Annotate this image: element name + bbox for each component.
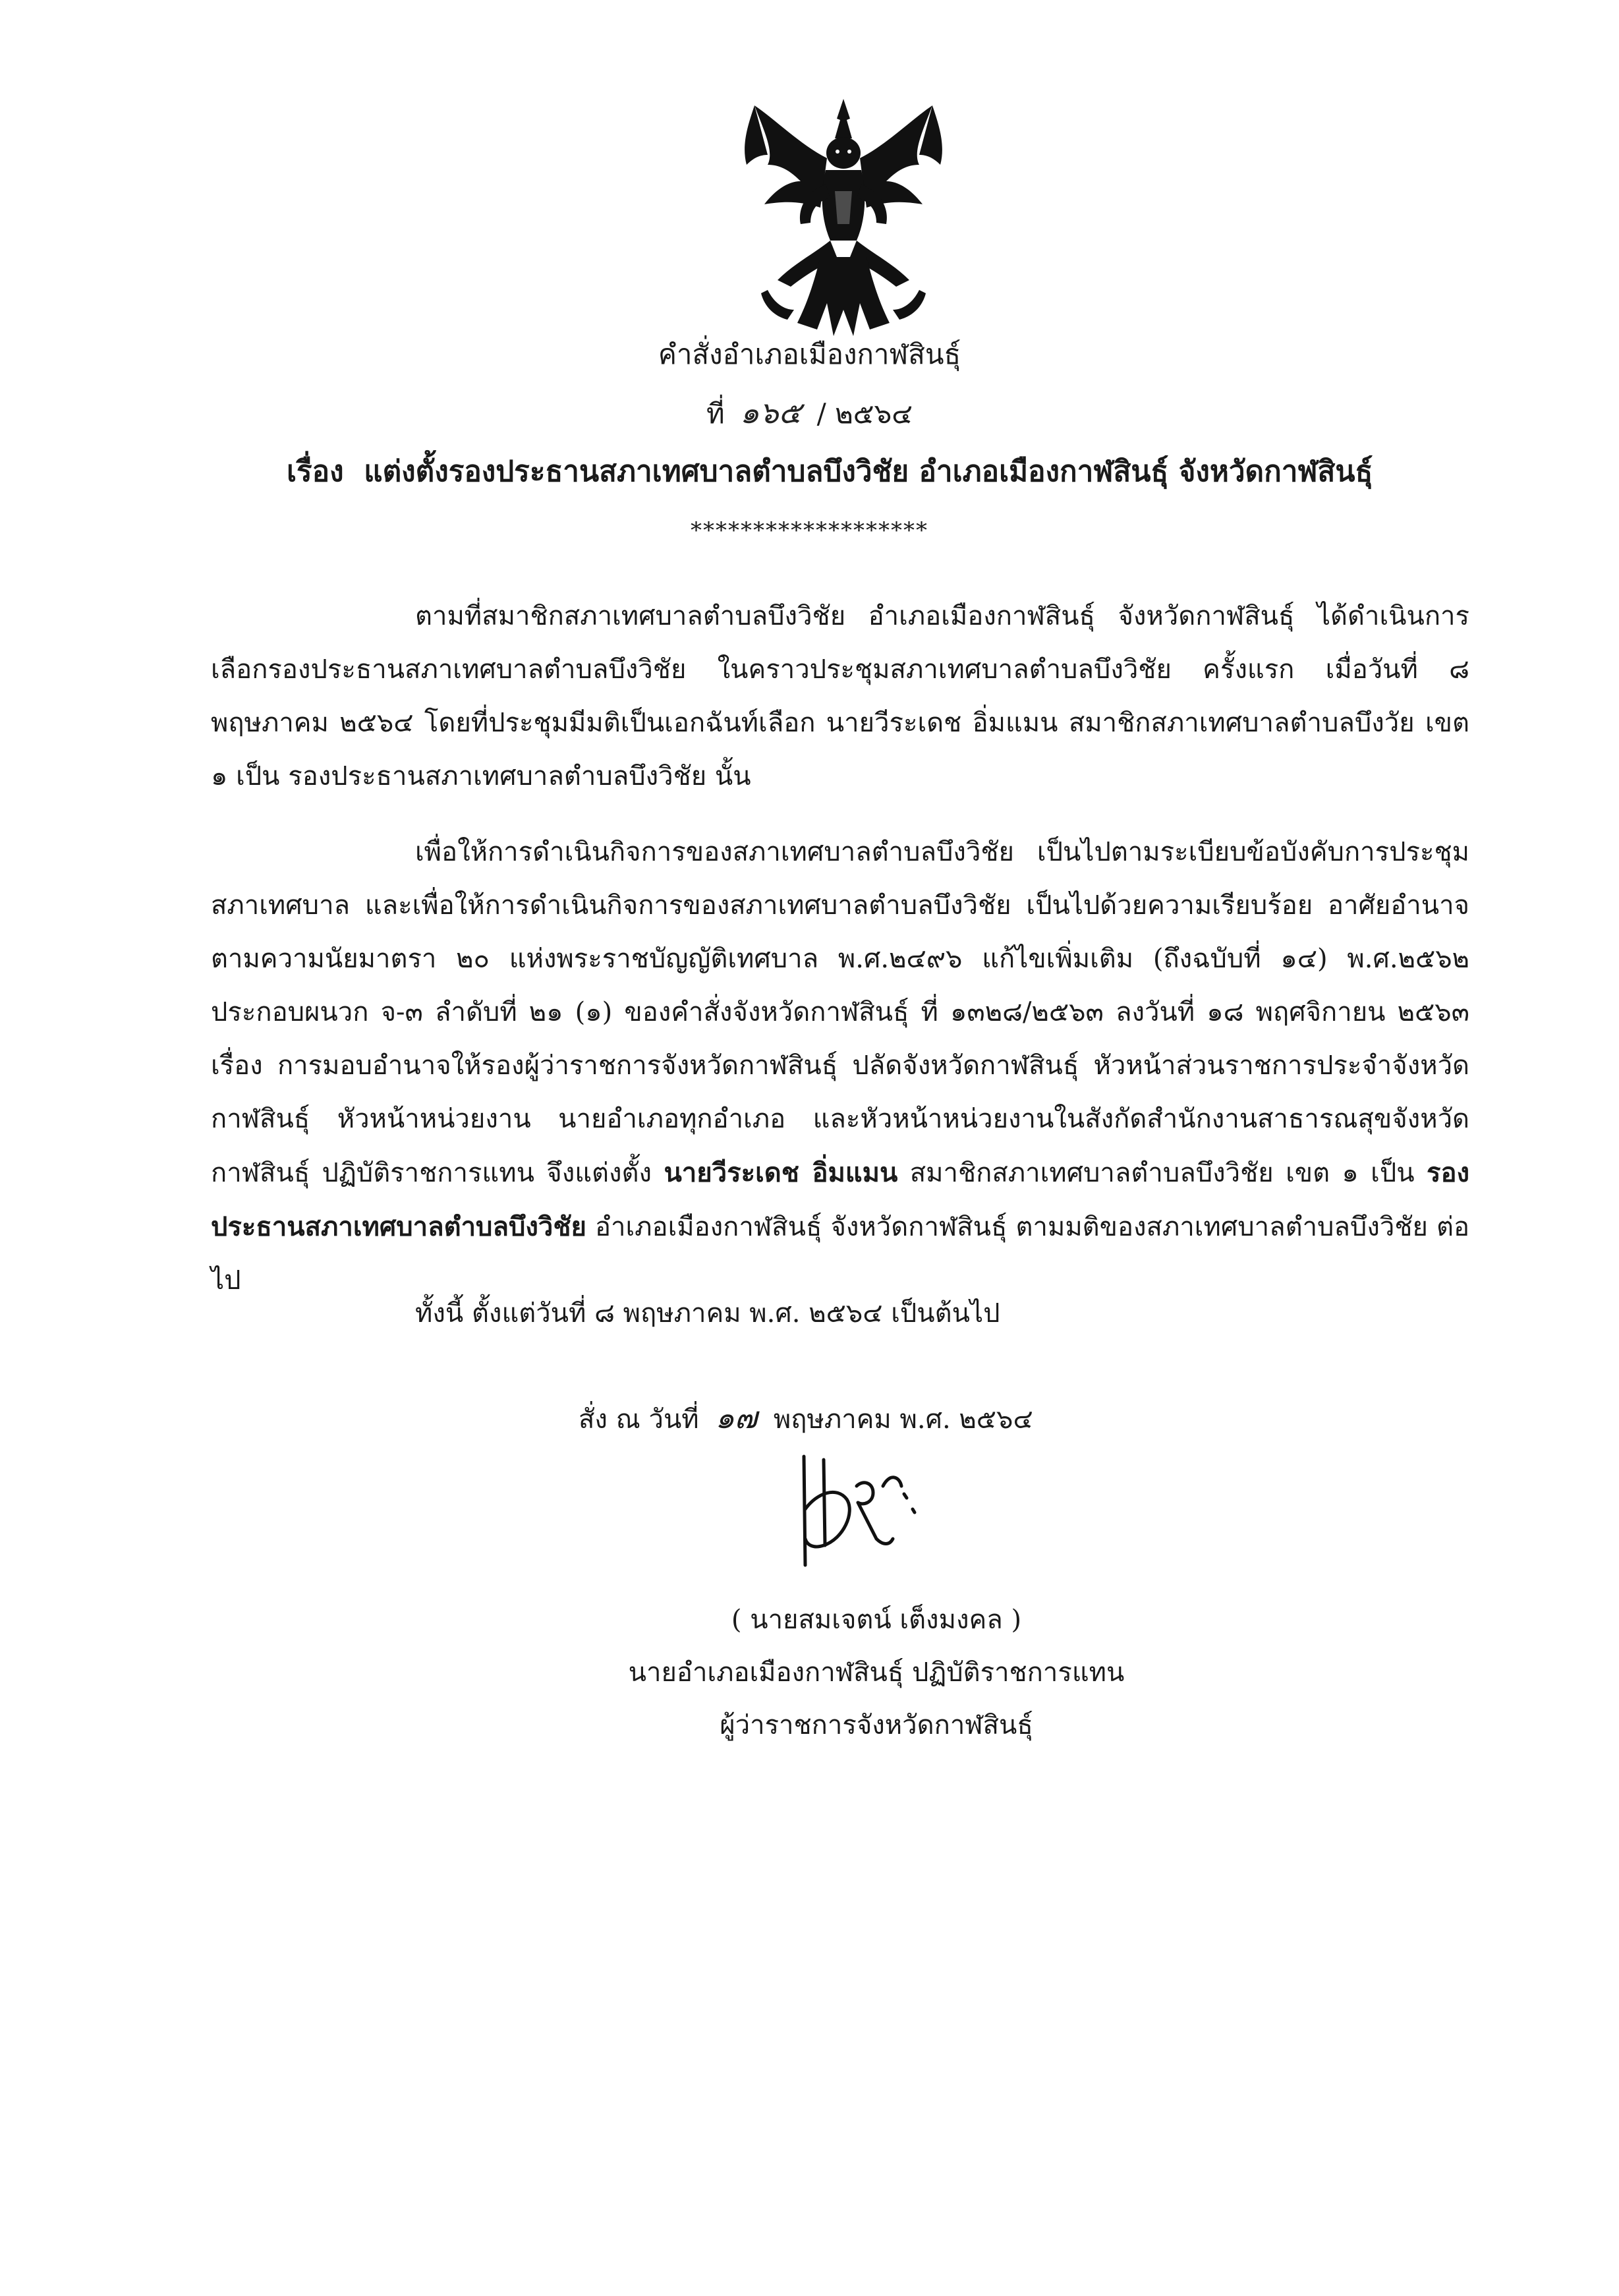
separator-stars: ******************* <box>691 517 928 544</box>
order-date-suffix: พฤษภาคม พ.ศ. ๒๕๖๔ <box>773 1404 1033 1435</box>
body-paragraph-1: ตามที่สมาชิกสภาเทศบาลตำบลบึงวิชัย อำเภอเมืองกาฬสินธุ์ จังหวัดกาฬสินธุ์ ได้ดำเนินการเลือกรองประธานสภาเทศบาลตำบลบึงวิชัย ในคราวประชุมสภาเทศบาลตำบลบึงวิชัย ครั้งแรก เมื่อวันที่ ๘ พฤษภาคม ๒๕๖๔ โดยที่ประชุมมีมติเป็นเอกฉันท์เลือก นายวีระเดช อิ่มแมน สมาชิกสภาเทศบาลตำบลบึงวัย เขต ๑ เป็น รองประธานสภาเทศบาลตำบลบึงวิชัย นั้น <box>211 601 1469 791</box>
body-paragraph-3: ทั้งนี้ ตั้งแต่วันที่ ๘ พฤษภาคม พ.ศ. ๒๕๖๔ เป็นต้นไป <box>415 1298 1000 1329</box>
order-number-line <box>0 389 1619 437</box>
paragraph-2-text-b: สมาชิกสภาเทศบาลตำบลบึงวิชัย เขต ๑ เป็น <box>909 1158 1415 1188</box>
subject-text: แต่งตั้งรองประธานสภาเทศบาลตำบลบึงวิชัย อำเภอเมืองกาฬสินธุ์ จังหวัดกาฬสินธุ์ <box>364 455 1373 488</box>
order-number-handwritten: ๑๖๕ <box>740 395 802 430</box>
subject-label: เรื่อง <box>287 455 344 488</box>
appointee-name: นายวีระเดช อิ่มแมน <box>664 1157 898 1188</box>
handwritten-signature <box>784 1447 936 1572</box>
paragraph-2-text-c: อำเภอเมืองกาฬสินธุ์ จังหวัดกาฬสินธุ์ ตามมติของสภาเทศบาลตำบลบึงวิชัย ต่อไป <box>211 1212 1469 1296</box>
order-subject <box>287 448 1487 494</box>
garuda-emblem-icon <box>728 92 959 349</box>
signatory-position-1: นายอำเภอเมืองกาฬสินธุ์ ปฏิบัติราชการแทน <box>628 1657 1125 1688</box>
order-number-suffix: / ๒๕๖๔ <box>816 397 913 430</box>
order-number-prefix: ที่ <box>706 397 725 430</box>
appointed-position: รองประธานสภาเทศบาลตำบลบึงวิชัย <box>211 1157 1470 1242</box>
order-date-day-handwritten: ๑๗ <box>715 1400 758 1435</box>
order-date-prefix: สั่ง ณ วันที่ <box>579 1404 699 1435</box>
order-date-line <box>579 1394 1033 1442</box>
paragraph-2-text-a: เพื่อให้การดำเนินกิจการของสภาเทศบาลตำบลบึงวิชัย เป็นไปตามระเบียบข้อบังคับการประชุมสภาเทศบาล และเพื่อให้การดำเนินกิจการของสภาเทศบาลตำบลบึงวิชัย เป็นไปด้วยความเรียบร้อย อาศัยอำนาจตามความนัยมาตรา ๒๐ แห่งพระราชบัญญัติเทศบาล พ.ศ.๒๔๙๖ แก้ไขเพิ่มเติม (ถึงฉบับที่ ๑๔) พ.ศ.๒๕๖๒ ประกอบผนวก จ-๓ ลำดับที่ ๒๑ (๑) ของคำสั่งจังหวัดกาฬสินธุ์ ที่ ๑๓๒๘/๒๕๖๓ ลงวันที่ ๑๘ พฤศจิกายน ๒๕๖๓ เรื่อง การมอบอำนาจให้รองผู้ว่าราชการจังหวัดกาฬสินธุ์ ปลัดจังหวัดกาฬสินธุ์ หัวหน้าส่วนราชการประจำจังหวัดกาฬสินธุ์ หัวหน้าหน่วยงาน นายอำเภอทุกอำเภอ และหัวหน้าหน่วยงานในสังกัดสำนักงานสาธารณสุขจังหวัดกาฬสินธุ์ ปฏิบัติราชการแทน จึงแต่งตั้ง <box>211 837 1469 1188</box>
signatory-name: ( นายสมเจตน์ เต็งมงคล ) <box>731 1605 1022 1635</box>
signatory-position-2: ผู้ว่าราชการจังหวัดกาฬสินธุ์ <box>720 1710 1033 1740</box>
order-title: คำสั่งอำเภอเมืองกาฬสินธุ์ <box>658 338 961 370</box>
body-paragraph-2 <box>211 826 1469 1307</box>
